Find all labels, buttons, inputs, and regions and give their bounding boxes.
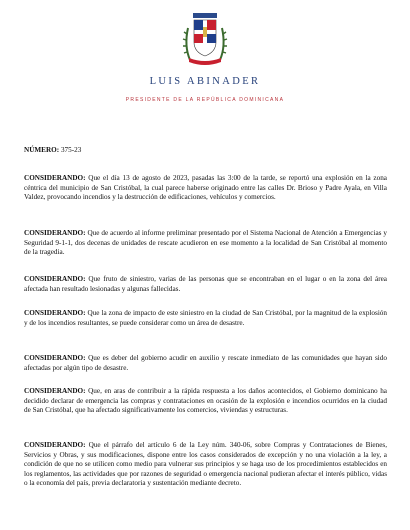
considerando-paragraph [24,441,387,489]
header-name: LUIS ABINADER [149,76,261,87]
coat-of-arms-icon [180,10,230,66]
considerando-label: CONSIDERANDO: [24,387,86,395]
decree-number [24,146,81,154]
considerando-paragraph [24,387,387,416]
considerando-text: Que es deber del gobierno acudir en auxilio y rescate inmediato de las comunidades que hayan sido afectadas por algún tipo de desastre. [24,354,387,372]
header-subtitle: PRESIDENTE DE LA REPÚBLICA DOMINICANA [125,97,285,103]
considerando-text: Que la zona de impacto de este siniestro en la ciudad de San Cristóbal, por la magnitud de la explosión y de los incendios resultantes, se puede considerar como un área de desastre. [24,309,387,327]
considerando-paragraph [24,229,387,258]
considerando-text: Que de acuerdo al informe preliminar presentado por el Sistema Nacional de Atención a Emergencias y Seguridad 9-1-1, dos decenas de unidades de rescate acudieron en ese momento a la localidad de San Cristóbal al momento de la tragedia. [24,229,387,257]
considerando-label: CONSIDERANDO: [24,309,86,317]
considerando-text: Que fruto de siniestro, varias de las personas que se encontraban en el lugar o en la zona del área afectada han resultado lesionadas y algunas fallecidas. [24,275,387,293]
considerando-text: Que, en aras de contribuir a la rápida respuesta a los daños acontecidos, el Gobierno dominicano ha decidido declarar de emergencia las compras y contrataciones en ocasión de la explosión e incendios ocurridos en la ciudad de San Cristóbal, que ha afectado significativamente los comercios, viviendas y estructuras. [24,387,388,415]
considerando-label: CONSIDERANDO: [24,174,86,182]
decree-number-label: NÚMERO: [24,146,60,154]
considerando-paragraph [24,309,387,328]
considerando-paragraph [24,174,387,203]
decree-number-value: 375-23 [60,146,82,154]
considerando-label: CONSIDERANDO: [24,275,86,283]
considerando-paragraph [24,275,387,294]
considerando-text: Que el día 13 de agosto de 2023, pasadas las 3:00 de la tarde, se reportó una explosión en la zona céntrica del municipio de San Cristóbal, la cual parece haberse originado entre las calles Dr. Brioso y Padre Ayala, en Villa Valdez, provocando incendios y la destrucción de edificaciones, vehículos y comercios. [24,174,387,202]
considerando-label: CONSIDERANDO: [24,354,86,362]
considerando-label: CONSIDERANDO: [24,229,86,237]
considerando-label: CONSIDERANDO: [24,441,86,449]
considerando-text: Que el párrafo del artículo 6 de la Ley núm. 340-06, sobre Compras y Contrataciones de Bienes, Servicios y Obras, y sus modificaciones, dispone entre los casos considerados de excepción y no una violación a la ley, a condición de que no se utilicen como medio para vulnerar sus principios y se haga uso de los procedimientos establecidos en los reglamentos, las actividades que por razones de seguridad o emergencia nacional pudieran afectar el interés público, vidas o la economía del país, previa declaratoria y sustentación mediante decreto. [24,441,387,488]
considerando-paragraph [24,354,387,373]
